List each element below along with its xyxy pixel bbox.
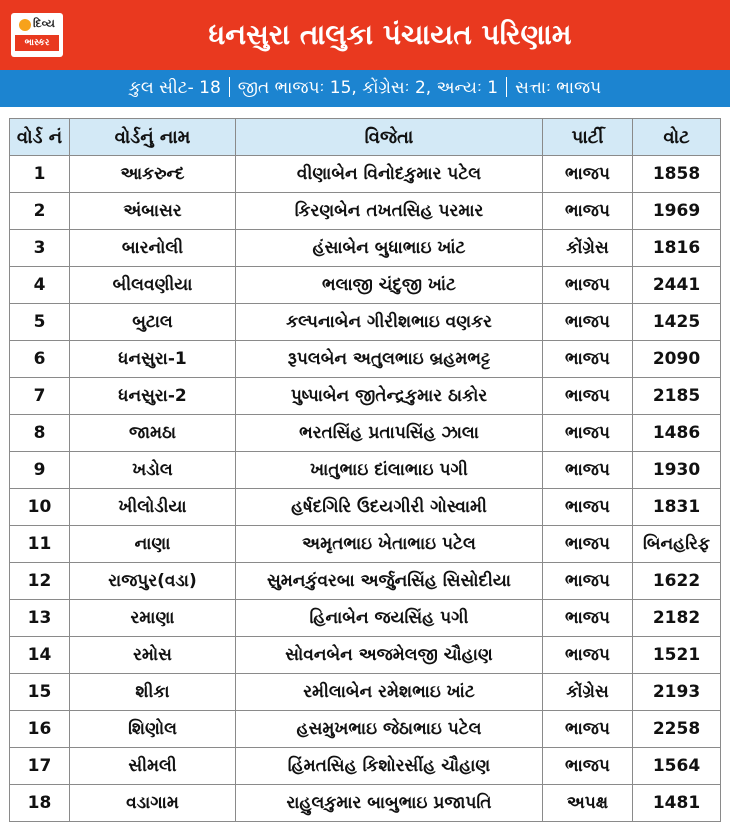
header-bar [0, 0, 730, 70]
cell-winner: ખાતુભાઇ દાંલાભાઇ પગી [236, 452, 543, 489]
cell-party: ભાજપ [543, 267, 633, 304]
cell-votes: 1622 [633, 563, 721, 600]
cell-winner: સોવનબેન અજમેલજી ચૌહાણ [236, 637, 543, 674]
cell-ward-no: 3 [10, 230, 70, 267]
cell-winner: હિનાબેન જયસિંહ પગી [236, 600, 543, 637]
cell-winner: રાહુલકુમાર બાબુભાઇ પ્રજાપતિ [236, 785, 543, 822]
cell-votes: 1486 [633, 415, 721, 452]
cell-ward-name: રાજપુર(વડા) [70, 563, 236, 600]
cell-party: ભાજપ [543, 526, 633, 563]
cell-party: ભાજપ [543, 415, 633, 452]
divya-bhaskar-logo [11, 13, 63, 57]
cell-party: ભાજપ [543, 637, 633, 674]
cell-party: કોંગ્રેસ [543, 230, 633, 267]
summary-total-seats: કુલ સીટ- 18 [128, 78, 221, 98]
summary-divider [229, 77, 230, 97]
cell-ward-name: રમોસ [70, 637, 236, 674]
cell-ward-no: 12 [10, 563, 70, 600]
cell-party: અપક્ષ [543, 785, 633, 822]
table-row [10, 674, 721, 711]
cell-votes: 1831 [633, 489, 721, 526]
page-title: ધનસુરા તાલુકા પંચાયત પરિણામ [208, 18, 572, 51]
cell-votes: 2182 [633, 600, 721, 637]
cell-winner: હંસાબેન બુધાભાઇ ખાંટ [236, 230, 543, 267]
cell-ward-name: આકરુન્દ [70, 156, 236, 193]
cell-ward-name: ખીલોડીયા [70, 489, 236, 526]
cell-winner: ભલાજી ચંદુજી ખાંટ [236, 267, 543, 304]
table-row [10, 637, 721, 674]
cell-party: ભાજપ [543, 600, 633, 637]
table-row [10, 304, 721, 341]
cell-ward-name: અંબાસર [70, 193, 236, 230]
cell-winner: ભરતસિંહ પ્રતાપસિંહ ઝાલા [236, 415, 543, 452]
cell-votes: 1858 [633, 156, 721, 193]
cell-party: ભાજપ [543, 193, 633, 230]
summary-divider [506, 77, 507, 97]
cell-ward-no: 8 [10, 415, 70, 452]
cell-votes: 2090 [633, 341, 721, 378]
cell-party: ભાજપ [543, 711, 633, 748]
cell-ward-no: 17 [10, 748, 70, 785]
table-row [10, 600, 721, 637]
cell-ward-no: 15 [10, 674, 70, 711]
logo-top-text: દિવ્ય [33, 17, 55, 30]
cell-ward-name: સીમલી [70, 748, 236, 785]
cell-ward-name: શિણોલ [70, 711, 236, 748]
table-header-row [10, 119, 721, 156]
cell-ward-no: 16 [10, 711, 70, 748]
header-party: પાર્ટી [543, 119, 633, 156]
cell-winner: સુમનકુંવરબા અર્જુનસિંહ સિસોદીયા [236, 563, 543, 600]
table-row [10, 267, 721, 304]
cell-winner: પુષ્પાબેન જીતેન્દ્રકુમાર ઠાકોર [236, 378, 543, 415]
cell-party: કોંગ્રેસ [543, 674, 633, 711]
cell-ward-no: 2 [10, 193, 70, 230]
cell-party: ભાજપ [543, 156, 633, 193]
cell-ward-no: 13 [10, 600, 70, 637]
cell-party: ભાજપ [543, 452, 633, 489]
header-winner: વિજેતા [236, 119, 543, 156]
cell-ward-no: 18 [10, 785, 70, 822]
cell-ward-name: બીલવણીયા [70, 267, 236, 304]
cell-party: ભાજપ [543, 378, 633, 415]
cell-votes: બિનહરિફ [633, 526, 721, 563]
cell-ward-name: નાણા [70, 526, 236, 563]
cell-ward-no: 7 [10, 378, 70, 415]
cell-winner: વીણાબેન વિનોદકુમાર પટેલ [236, 156, 543, 193]
cell-ward-no: 5 [10, 304, 70, 341]
cell-ward-no: 10 [10, 489, 70, 526]
table-row [10, 711, 721, 748]
logo-bottom-text: ભાસ્કર [15, 35, 59, 51]
table-row [10, 785, 721, 822]
cell-winner: હસમુખભાઇ જેઠાભાઇ પટેલ [236, 711, 543, 748]
cell-votes: 2441 [633, 267, 721, 304]
summary-bar [0, 70, 730, 107]
cell-ward-name: વડાગામ [70, 785, 236, 822]
cell-votes: 1481 [633, 785, 721, 822]
cell-votes: 2185 [633, 378, 721, 415]
table-row [10, 341, 721, 378]
cell-party: ભાજપ [543, 341, 633, 378]
cell-votes: 1564 [633, 748, 721, 785]
cell-ward-name: ખડોલ [70, 452, 236, 489]
table-row [10, 156, 721, 193]
table-row [10, 193, 721, 230]
table-row [10, 452, 721, 489]
cell-ward-no: 11 [10, 526, 70, 563]
cell-party: ભાજપ [543, 563, 633, 600]
cell-ward-name: રમાણા [70, 600, 236, 637]
cell-ward-name: ધનસુરા-1 [70, 341, 236, 378]
table-row [10, 489, 721, 526]
cell-votes: 2258 [633, 711, 721, 748]
results-table [9, 118, 721, 822]
cell-winner: રમીલાબેન રમેશભાઇ ખાંટ [236, 674, 543, 711]
cell-party: ભાજપ [543, 489, 633, 526]
cell-winner: હર્ષદગિરિ ઉદયગીરી ગોસ્વામી [236, 489, 543, 526]
cell-ward-name: ધનસુરા-2 [70, 378, 236, 415]
cell-votes: 1425 [633, 304, 721, 341]
cell-winner: અમૃતભાઇ ખેતાભાઇ પટેલ [236, 526, 543, 563]
table-body [10, 156, 721, 822]
cell-votes: 1969 [633, 193, 721, 230]
cell-winner: હિંમતસિહ કિશોરસીંહ ચૌહાણ [236, 748, 543, 785]
cell-votes: 2193 [633, 674, 721, 711]
cell-ward-no: 4 [10, 267, 70, 304]
cell-ward-name: બારનોલી [70, 230, 236, 267]
header-ward-no: વોર્ડ નં [10, 119, 70, 156]
table-row [10, 378, 721, 415]
cell-ward-name: શીકા [70, 674, 236, 711]
cell-winner: કલ્પનાબેન ગીરીશભાઇ વણકર [236, 304, 543, 341]
cell-ward-no: 9 [10, 452, 70, 489]
header-ward-name: વોર્ડનું નામ [70, 119, 236, 156]
cell-votes: 1816 [633, 230, 721, 267]
header-votes: વોટ [633, 119, 721, 156]
table-row [10, 230, 721, 267]
table-row [10, 415, 721, 452]
cell-ward-no: 14 [10, 637, 70, 674]
sun-icon [19, 19, 31, 31]
cell-ward-name: જામઠા [70, 415, 236, 452]
summary-wins: જીત ભાજપઃ 15, કોંગ્રેસઃ 2, અન્યઃ 1 [237, 78, 499, 98]
cell-ward-no: 6 [10, 341, 70, 378]
table-row [10, 748, 721, 785]
cell-votes: 1930 [633, 452, 721, 489]
cell-party: ભાજપ [543, 748, 633, 785]
cell-winner: કિરણબેન તખતસિહ પરમાર [236, 193, 543, 230]
cell-votes: 1521 [633, 637, 721, 674]
cell-ward-name: બુટાલ [70, 304, 236, 341]
cell-winner: રૂપલબેન અતુલભાઇ બ્રહમભટ્ટ [236, 341, 543, 378]
table-row [10, 563, 721, 600]
table-row [10, 526, 721, 563]
cell-party: ભાજપ [543, 304, 633, 341]
summary-power: સત્તાઃ ભાજપ [515, 78, 602, 98]
cell-ward-no: 1 [10, 156, 70, 193]
